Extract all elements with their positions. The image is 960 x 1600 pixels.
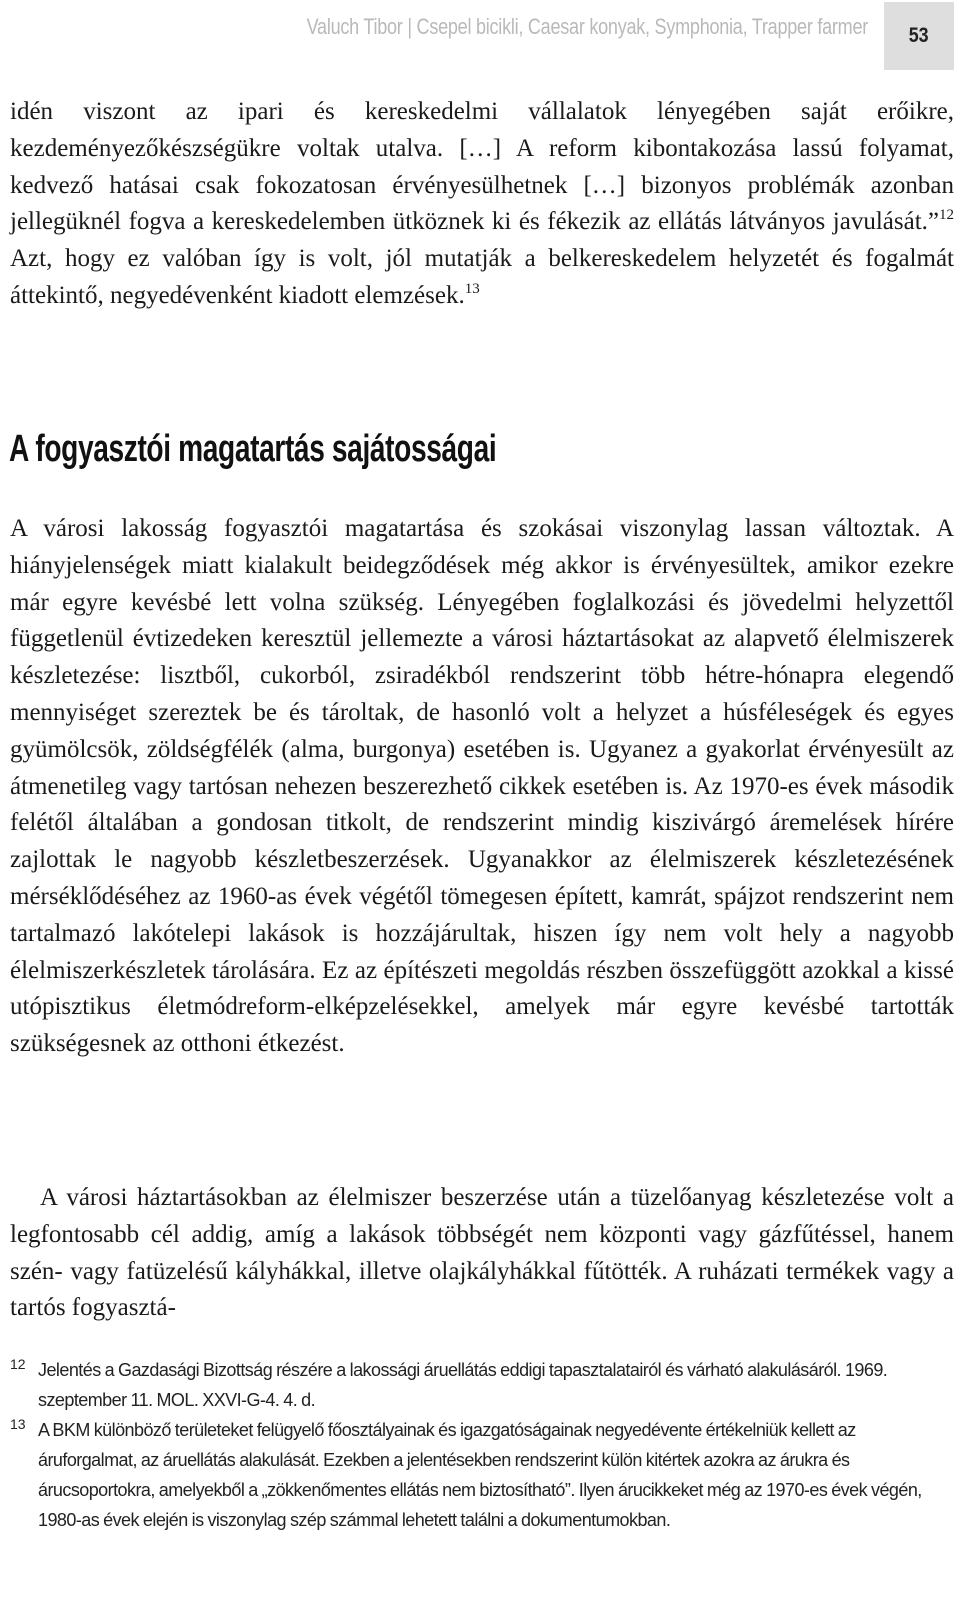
paragraph-continued <box>10 94 954 315</box>
paragraph-text: idén viszont az ipari és kereskedelmi vállalatok lényegében saját erőikre, kezdeményezőkészségükre voltak utalva. […] A reform kibontakozása lassú folyamat, kedvező hatásai csak fokozatosan érvényesülhetnek […] bizonyos problémák azonban jellegüknél fogva a kereskedelemben ütköznek ki és fékezik az ellátás látványos javulását.” <box>10 98 954 236</box>
footnote-13 <box>10 1415 954 1535</box>
footnotes <box>10 1355 954 1535</box>
paragraph-text: Azt, hogy ez valóban így is volt, jól mutatják a belkereskedelem helyzetét és fogalmát áttekintő, negyedévenként kiadott elemzések. <box>10 245 954 309</box>
page-number-box <box>884 2 954 70</box>
footnote-text: Jelentés a Gazdasági Bizottság részére a lakossági áruellátás eddigi tapasztalatairól és várható alakulásáról. 1969. szeptember 11. MOL. XXVI-G-4. 4. d. <box>38 1360 888 1410</box>
running-header-title: Valuch Tibor | Csepel bicikli, Caesar konyak, Symphonia, Trapper farmer <box>306 14 868 39</box>
footnote-ref-12[interactable]: 12 <box>939 207 954 224</box>
footnote-number: 13 <box>10 1416 26 1432</box>
footnote-ref-13[interactable]: 13 <box>464 280 480 297</box>
page-number: 53 <box>909 24 929 47</box>
footnote-number: 12 <box>10 1356 26 1372</box>
paragraph-fuel-stockpiling: A városi háztartásokban az élelmiszer beszerzése után a tüzelőanyag készletezése volt a legfontosabb cél addig, amíg a lakások többségét nem központi vagy gázfűtéssel, hanem szén- vagy fatüzelésű kályhákkal, illetve olajkályhákkal fűtötték. A ruházati termékek vagy a tartós fogyasztá- <box>10 1184 954 1322</box>
footnote-text: A BKM különböző területeket felügyelő főosztályainak és igazgatóságainak negyedévente értékelniük kellett az áruforgalmat, az áruellátás alakulását. Ezekben a jelentésekben rendszerint külön kitértek azokra az árukra és árucsoportokra, amelyekből a „zökkenőmentes ellátás nem biztosítható”. Ilyen árucikkeket még az 1970-es évek végén, 1980-as évek elején is viszonylag szép számmal lehetett találni a dokumentumokban. <box>38 1420 922 1530</box>
footnote-12 <box>10 1355 954 1415</box>
paragraph-consumer-behavior: A városi lakosság fogyasztói magatartása és szokásai viszonylag lassan változtak. A hiányjelenségek miatt kialakult beidegződések még akkor is érvényesültek, amikor ezekre már egyre kevésbé lett volna szükség. Lényegében foglalkozási és jövedelmi helyzettől függetlenül évtizedeken keresztül jellemezte a városi háztartásokat az alapvető élelmiszerek készletezése: lisztből, cukorból, zsiradékból rendszerint több hétre-hónapra elegendő mennyiséget szereztek be és tároltak, de hasonló volt a helyzet a húsféleségek és egyes gyümölcsök, zöldségfélék (alma, burgonya) esetében is. Ugyanez a gyakorlat érvényesült az átmenetileg vagy tartósan nehezen beszerezhető cikkek esetében is. Az 1970-es évek második felétől általában a gondosan titkolt, de rendszerint mindig kiszivárgó áremelések hírére zajlottak le nagyobb készletbeszerzések. Ugyanakkor az élelmiszerek készletezésének mérséklődéséhez az 1960-as évek végétől tömegesen épített, kamrát, spájzot rendszerint nem tartalmazó lakótelepi lakások is hozzájárultak, hiszen így nem volt hely a nagyobb élelmiszerkészletek tárolására. Ez az építészeti megoldás részben összefüggött azokkal a kissé utópisztikus életmódreform-elképzelésekkel, amelyek már egyre kevésbé tartották szükségesnek az otthoni étkezést. <box>10 515 954 1058</box>
section-heading: A fogyasztói magatartás sajátosságai <box>9 428 497 470</box>
